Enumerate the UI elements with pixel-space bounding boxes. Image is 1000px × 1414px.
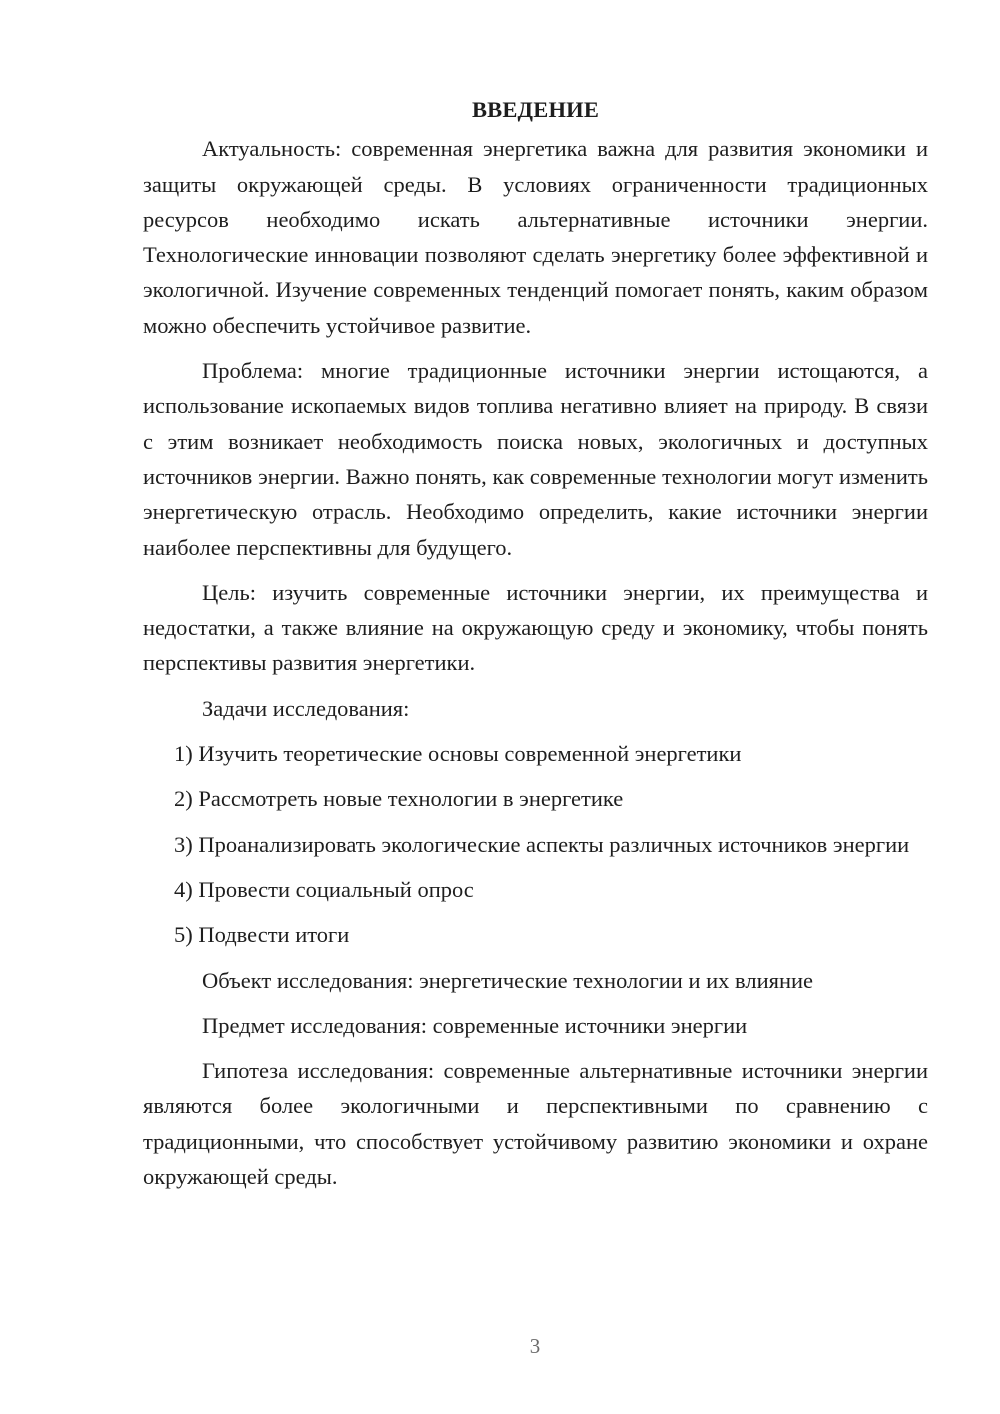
hypothesis-paragraph: Гипотеза исследования: современные альтернативные источники энергии являются более экологичными и перспективными по сравнению с традиционными, что способствует устойчивому развитию экономики и охране окружающей среды. bbox=[143, 1058, 928, 1190]
task-item-5: 5) Подвести итоги bbox=[174, 922, 350, 948]
section-title: ВВЕДЕНИЕ bbox=[471, 97, 600, 122]
task-item-1: 1) Изучить теоретические основы современной энергетики bbox=[174, 741, 742, 767]
relevance-paragraph: Актуальность: современная энергетика важна для развития экономики и защиты окружающей среды. В условиях ограниченности традиционных ресурсов необходимо искать альтернативные источники энергии. Технологические инновации позволяют сделать энергетику более эффективной и экологичной. Изучение современных тенденций помогает понять, каким образом можно обеспечить устойчивое развитие. bbox=[143, 136, 928, 338]
problem-paragraph: Проблема: многие традиционные источники энергии истощаются, а использование ископаемых видов топлива негативно влияет на природу. В связи с этим возникает необходимость поиска новых, экологичных и доступных источников энергии. Важно понять, как современные технологии могут изменить энергетическую отрасль. Необходимо определить, какие источники энергии наиболее перспективны для будущего. bbox=[143, 358, 928, 560]
task-item-3: 3) Проанализировать экологические аспекты различных источников энергии bbox=[174, 831, 910, 857]
tasks-heading: Задачи исследования: bbox=[202, 695, 410, 721]
task-item-4: 4) Провести социальный опрос bbox=[174, 876, 474, 902]
goal-paragraph: Цель: изучить современные источники энергии, их преимущества и недостатки, а также влияние на окружающую среду и экономику, чтобы понять перспективы развития энергетики. bbox=[143, 579, 928, 676]
document-body bbox=[143, 92, 928, 1204]
object-paragraph: Объект исследования: энергетические технологии и их влияние bbox=[202, 967, 814, 993]
subject-paragraph: Предмет исследования: современные источники энергии bbox=[202, 1012, 748, 1038]
task-item-2: 2) Рассмотреть новые технологии в энергетике bbox=[174, 786, 624, 812]
page-number: 3 bbox=[529, 1334, 541, 1358]
